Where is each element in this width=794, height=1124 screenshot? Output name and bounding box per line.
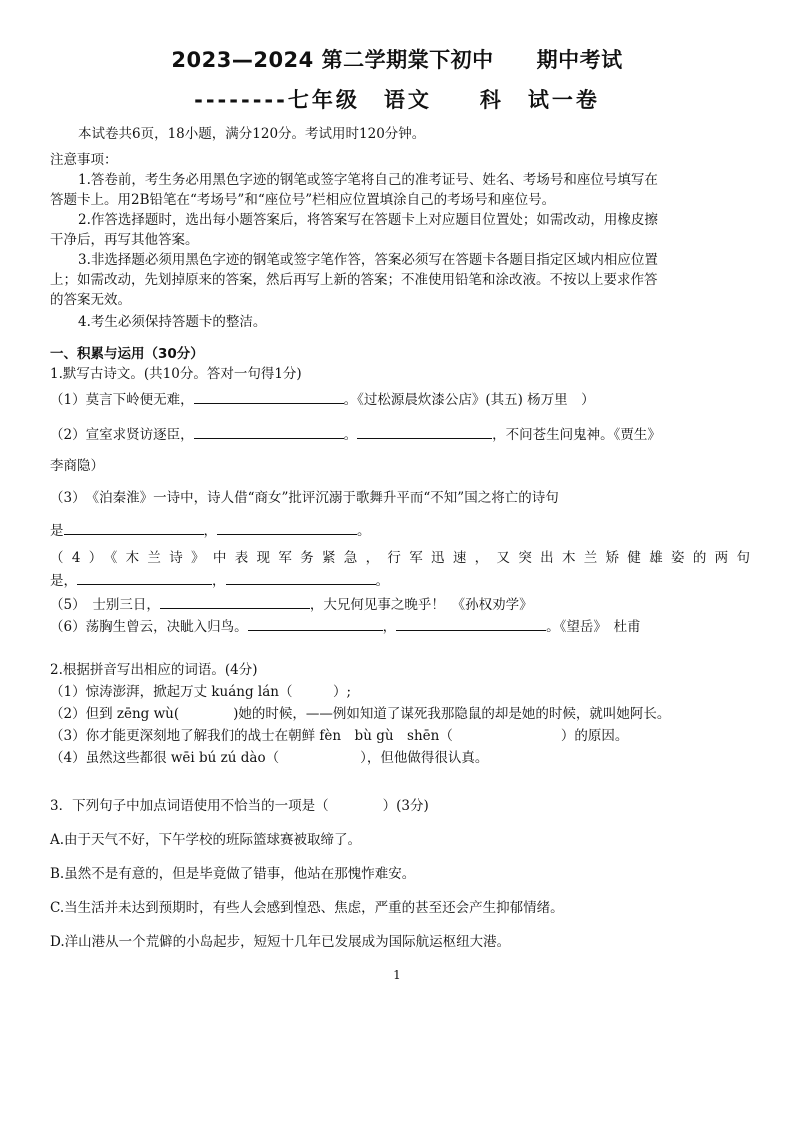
q2-item-1: （1）惊涛澎湃，掀起万丈 kuáng lán（ ）; (50, 684, 352, 700)
q3-option-b: B.虽然不是有意的，但是毕竟做了错事，他站在那愧怍难安。 (50, 866, 416, 882)
q1-item-4-end: 。 (375, 573, 389, 589)
note-2a: 2.作答选择题时，选出每小题答案后，将答案写在答题卡上对应题目位置处；如需改动，用橡皮擦 (78, 212, 658, 228)
q1-item-4-comma: ， (212, 573, 226, 589)
q1-stem: 1.默写古诗文。(共10分。答对一句得1分) (50, 366, 302, 382)
exam-intro: 本试卷共6页，18小题，满分120分。考试用时120分钟。 (78, 126, 426, 142)
note-3a: 3.非选择题必须用黑色字迹的钢笔或签字笔作答，答案必须写在答题卡各题目指定区域内相应位置 (78, 252, 658, 268)
q2-item-2: （2）但到 zēng wù( )她的时候，——例如知道了谋死我那隐鼠的却是她的时候，就叫她阿长。 (50, 706, 671, 722)
q2-item-4: （4）虽然这些都很 wēi bú zú dào（ ），但他做得很认真。 (50, 750, 489, 766)
answer-blank[interactable] (217, 520, 357, 535)
answer-blank[interactable] (64, 520, 204, 535)
q1-item-3: （3） 《泊秦淮》一诗中，诗人借“商女”批评沉溺于歌舞升平而“不知”国之将亡的诗句 (50, 490, 559, 506)
q2-item-3: （3）你才能更深刻地了解我们的战士在朝鲜 fèn bù gù shēn（ ）的原因。 (50, 728, 629, 744)
q3-stem: 3．下列句子中加点词语使用不恰当的一项是（ ）(3分) (50, 798, 429, 814)
section-1-heading: 一、积累与运用（30分） (50, 346, 204, 362)
note-1a: 1.答卷前，考生务必用黑色字迹的钢笔或签字笔将自己的准考证号、姓名、考场号和座位号填写在 (78, 172, 658, 188)
q1-item-5 (50, 594, 750, 615)
exam-subtitle: --------七年级 语文 科 试一卷 (194, 88, 600, 112)
notes-heading: 注意事项： (50, 152, 118, 168)
answer-blank[interactable] (194, 389, 344, 404)
q1-item-2 (50, 424, 750, 445)
answer-blank[interactable] (194, 424, 344, 439)
answer-blank[interactable] (396, 616, 546, 631)
q1-item-5-post: ，大兄何见事之晚乎！ 《孙权劝学》 (309, 597, 533, 613)
page-number: 1 (393, 968, 401, 982)
answer-blank[interactable] (160, 594, 310, 609)
q1-item-1-post: 。《过松源晨炊漆公店》(其五) 杨万里 ） (343, 392, 595, 408)
q1-item-5-pre: （5） 士别三日， (50, 597, 160, 613)
note-1b: 答题卡上。用2B铅笔在“考场号”和“座位号”栏相应位置填涂自己的考场号和座位号。 (50, 192, 556, 208)
q3-option-d: D.洋山港从一个荒僻的小岛起步，短短十几年已发展成为国际航运枢纽大港。 (50, 934, 511, 950)
q1-item-3-answer (50, 520, 750, 541)
q1-item-3-end: 。 (357, 523, 371, 539)
q1-item-2-author: 李商隐） (50, 458, 104, 474)
answer-blank[interactable] (77, 570, 212, 585)
note-3c: 的答案无效。 (50, 292, 131, 308)
q1-item-2-mid: 。 (343, 427, 358, 443)
q1-item-4: （4）《木兰诗》中表现军务紧急，行军迅速，又突出木兰矫健雄姿的两句 (50, 550, 750, 566)
q1-item-4-answer (50, 570, 750, 591)
answer-blank[interactable] (226, 570, 376, 585)
q1-item-3-lead: 是 (50, 523, 64, 539)
q1-item-2-post: ，不问苍生问鬼神。《贾生》 (492, 427, 661, 443)
q1-item-1 (50, 389, 750, 410)
q1-item-6-post: 。《望岳》 杜甫 (546, 619, 641, 635)
note-4: 4.考生必须保持答题卡的整洁。 (78, 314, 267, 330)
exam-title: 2023—2024 第二学期棠下初中 期中考试 (171, 48, 623, 72)
q1-item-3-comma: ， (203, 523, 217, 539)
q1-item-6-comma: ， (382, 619, 397, 635)
answer-blank[interactable] (357, 424, 492, 439)
q1-item-6 (50, 616, 750, 637)
q1-item-2-pre: （2）宣室求贤访逐臣， (50, 427, 194, 443)
q1-item-1-pre: （1）莫言下岭便无难， (50, 392, 194, 408)
q2-stem: 2.根据拼音写出相应的词语。(4分) (50, 662, 258, 678)
q3-option-c: C.当生活并未达到预期时，有些人会感到惶恐、焦虑，严重的甚至还会产生抑郁情绪。 (50, 900, 564, 916)
q3-option-a: A.由于天气不好，下午学校的班际篮球赛被取缔了。 (50, 832, 362, 848)
q1-item-4-lead: 是， (50, 573, 77, 589)
note-3b: 上；如需改动，先划掉原来的答案，然后再写上新的答案；不准使用铅笔和涂改液。不按以上要求作答 (50, 272, 658, 288)
note-2b: 干净后，再写其他答案。 (50, 232, 199, 248)
q1-item-6-pre: （6）荡胸生曾云，决眦入归鸟。 (50, 619, 248, 635)
answer-blank[interactable] (248, 616, 383, 631)
